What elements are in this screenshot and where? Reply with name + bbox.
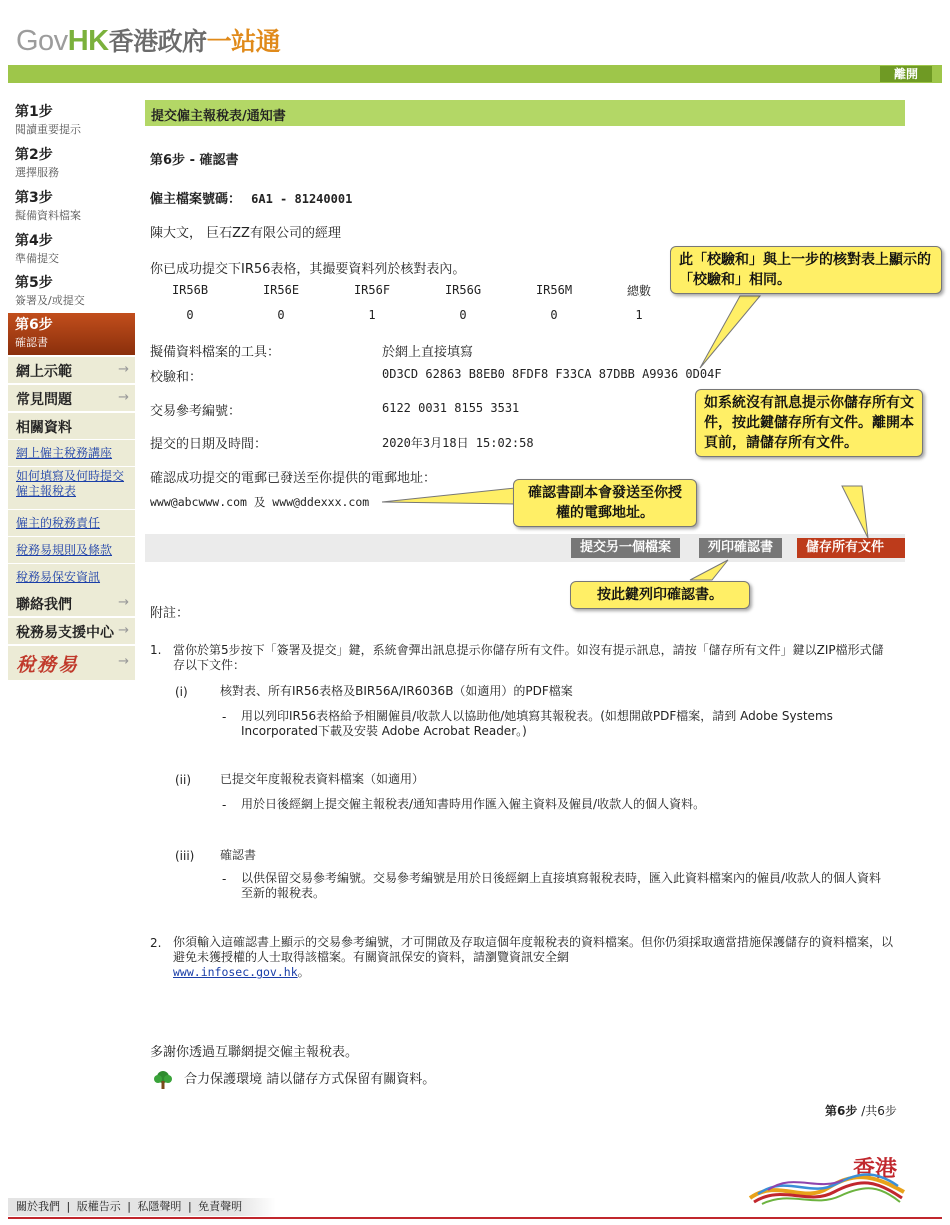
note-2-text (173, 935, 903, 980)
exit-button[interactable]: 離開 (880, 66, 932, 82)
nav-link-label[interactable]: 如何填寫及何時提交僱主報稅表 (16, 469, 125, 498)
table-cell: 0 (459, 308, 467, 322)
summary-intro: 你已成功提交下IR56表格，其撮要資料列於核對表內。 (150, 262, 466, 277)
datetime-value: 2020年3月18日 15:02:58 (382, 436, 534, 450)
remarks-title: 附註： (150, 606, 190, 621)
table-cell: 1 (635, 308, 643, 322)
sub-ii-detail: 用於日後經網上提交僱主報稅表/通知書時用作匯入僱主資料及僱員/收款人的個人資料。 (241, 797, 706, 811)
table-cell: 0 (186, 308, 194, 322)
email-callout: 確認書副本會發送至你授權的電郵地址。 (513, 479, 697, 527)
sub-iii-number: (iii) (175, 849, 195, 863)
print-callout-pointer (690, 560, 728, 580)
print-callout: 按此鍵列印確認書。 (570, 581, 750, 609)
note-2-body: 你須輸入這確認書上顯示的交易參考編號，才可開啟及存取這個年度報稅表的資料檔案。但你仍須採取適當措施保護儲存的資料檔案，以避免未獲授權的人士取得該檔案。有關資訊保安的資料，請瀏覽資訊安全網 (173, 935, 894, 964)
save-all-documents-button[interactable]: 儲存所有文件 (797, 538, 905, 558)
note-2-number: 2. (150, 936, 162, 950)
table-header: IR56G (444, 283, 482, 297)
checksum-label: 校驗和： (150, 370, 203, 385)
table-cell: 1 (368, 308, 376, 322)
table-header: IR56M (535, 283, 573, 297)
sub-ii-text: 已提交年度報稅表資料檔案（如適用） (220, 772, 425, 786)
tool-value: 於網上直接填寫 (382, 345, 474, 360)
arrow-right-icon: → (118, 654, 129, 669)
sub-i-number: (i) (175, 685, 188, 699)
table-header: 總數 (626, 284, 651, 298)
logo-chinese: 香港政府 (108, 28, 207, 56)
logo-hk: HK (67, 25, 109, 57)
footer-separator: | (66, 1200, 71, 1213)
print-confirmation-button[interactable]: 列印確認書 (699, 538, 782, 558)
email-addresses: www@abcwww.com 及 www@ddexxx.com (150, 495, 370, 509)
nav-label: 網上示範 (16, 364, 72, 380)
sub-ii-number: (ii) (175, 773, 192, 787)
step-title: 第4步 (15, 233, 53, 249)
logo-one-stop: 一站通 (206, 28, 281, 56)
save-callout-pointer (842, 486, 868, 538)
submit-another-file-button[interactable]: 提交另一個檔案 (571, 538, 680, 558)
email-callout-pointer (382, 488, 515, 504)
brand-hk-logo (748, 1150, 908, 1210)
table-header: IR56F (353, 283, 391, 297)
nav-link-label[interactable]: 僱主的稅務責任 (16, 516, 101, 530)
footer-copyright-link[interactable]: 版權告示 (76, 1200, 121, 1213)
arrow-right-icon: → (118, 623, 129, 638)
step-heading: 第6步 - 確認書 (150, 153, 239, 168)
sub-i-text: 核對表、所有IR56表格及BIR56A/IR6036B（如適用）的PDF檔案 (220, 684, 573, 698)
etax-logo: 稅務易 (16, 654, 80, 676)
arrow-right-icon: → (118, 390, 129, 405)
tree-icon (152, 1070, 174, 1090)
ref-label: 交易參考編號： (150, 404, 242, 419)
green-message: 合力保護環境 請以儲存方式保留有關資料。 (184, 1072, 436, 1087)
employer-file-number: 6A1 - 81240001 (251, 192, 353, 206)
footer-privacy-link[interactable]: 私隱聲明 (137, 1200, 182, 1213)
footer-links (8, 1198, 276, 1216)
footer-separator: | (127, 1200, 131, 1213)
form-title: 提交僱主報稅表/通知書 (151, 109, 286, 124)
table-header: IR56E (262, 283, 300, 297)
table-header: IR56B (171, 283, 209, 297)
footer-separator: | (187, 1200, 192, 1213)
logo-gov: Gov (16, 25, 68, 57)
sub-ii-dash: - (222, 798, 227, 812)
footer-disclaimer-link[interactable]: 免責聲明 (198, 1200, 243, 1213)
step-subtitle: 閱讀重要提示 (15, 123, 81, 136)
footer-divider (8, 1217, 942, 1219)
page-indicator (825, 1102, 897, 1119)
checksum-callout-pointer (700, 296, 760, 368)
note-1-number: 1. (150, 643, 162, 657)
page-total: /共6步 (861, 1104, 897, 1118)
nav-label: 相關資料 (16, 420, 72, 436)
step-title: 第1步 (15, 104, 53, 120)
note-1-text: 當你於第5步按下「簽署及提交」鍵，系統會彈出訊息提示你儲存所有文件。如沒有提示訊息，請按「儲存所有文件」鍵以ZIP檔形式儲存以下文件： (173, 643, 884, 672)
sub-iii-text: 確認書 (220, 848, 257, 862)
checksum-value: 0D3CD 62863 B8EB0 8FDF8 F33CA 87DBB A9936 0D04F (382, 367, 722, 381)
nav-label: 聯絡我們 (16, 597, 72, 613)
email-intro: 確認成功提交的電郵已發送至你提供的電郵地址： (150, 471, 437, 486)
infosec-link[interactable]: www.infosec.gov.hk (173, 965, 298, 979)
step-title: 第6步 (15, 317, 53, 333)
datetime-label: 提交的日期及時間： (150, 437, 268, 452)
nav-label: 常見問題 (16, 392, 72, 408)
step-title: 第5步 (15, 275, 53, 291)
ref-value: 6122 0031 8155 3531 (382, 401, 520, 415)
nav-link-label[interactable]: 稅務易規則及條款 (16, 543, 113, 557)
sub-i-detail: 用以列印IR56表格給予相關僱員/收款人以協助他/她填寫其報稅表。(如想開啟PDF檔案，請到 Adobe Systems Incorporated下載及安裝 Adobe Acrobat Reader。) (241, 709, 833, 738)
save-all-callout: 如系統沒有訊息提示你儲存所有文件，按此鍵儲存所有文件。離開本頁前，請儲存所有文件。 (695, 389, 923, 457)
step-subtitle: 簽署及/或提交 (15, 294, 85, 307)
note-2-end: 。 (297, 965, 310, 979)
nav-link-label[interactable]: 稅務易保安資訊 (16, 570, 101, 584)
sub-i-dash: - (222, 710, 227, 724)
step-subtitle: 擬備資料檔案 (15, 209, 81, 222)
footer-about-link[interactable]: 關於我們 (16, 1200, 60, 1213)
employer-file-label: 僱主檔案號碼： (150, 192, 242, 207)
step-subtitle: 確認書 (15, 336, 48, 349)
dragon-icon (748, 1170, 908, 1208)
nav-link-label[interactable]: 網上僱主稅務講座 (16, 446, 113, 460)
sub-iii-detail: 以供保留交易參考編號。交易參考編號是用於日後經網上直接填寫報稅表時，匯入此資料檔案內的僱員/收款人的個人資料至新的報稅表。 (241, 871, 882, 900)
brand-hk-text: 香港 (853, 1157, 898, 1182)
page-step: 第6步 (825, 1104, 858, 1118)
sub-iii-dash: - (222, 872, 227, 886)
arrow-right-icon: → (118, 362, 129, 377)
step-subtitle: 準備提交 (15, 252, 59, 265)
arrow-right-icon: → (118, 595, 129, 610)
nav-label: 稅務易支援中心 (16, 625, 114, 641)
signer-line: 陳大文， 巨石ZZ有限公司的經理 (150, 226, 341, 241)
thanks-message: 多謝你透過互聯網提交僱主報稅表。 (150, 1045, 359, 1060)
checksum-callout: 此「校驗和」與上一步的核對表上顯示的「校驗和」相同。 (670, 246, 942, 294)
step-subtitle: 選擇服務 (15, 166, 59, 179)
table-cell: 0 (277, 308, 285, 322)
tool-label: 擬備資料檔案的工具： (150, 345, 281, 360)
step-title: 第3步 (15, 190, 53, 206)
table-cell: 0 (550, 308, 558, 322)
step-title: 第2步 (15, 147, 53, 163)
green-message-row (152, 1068, 435, 1090)
